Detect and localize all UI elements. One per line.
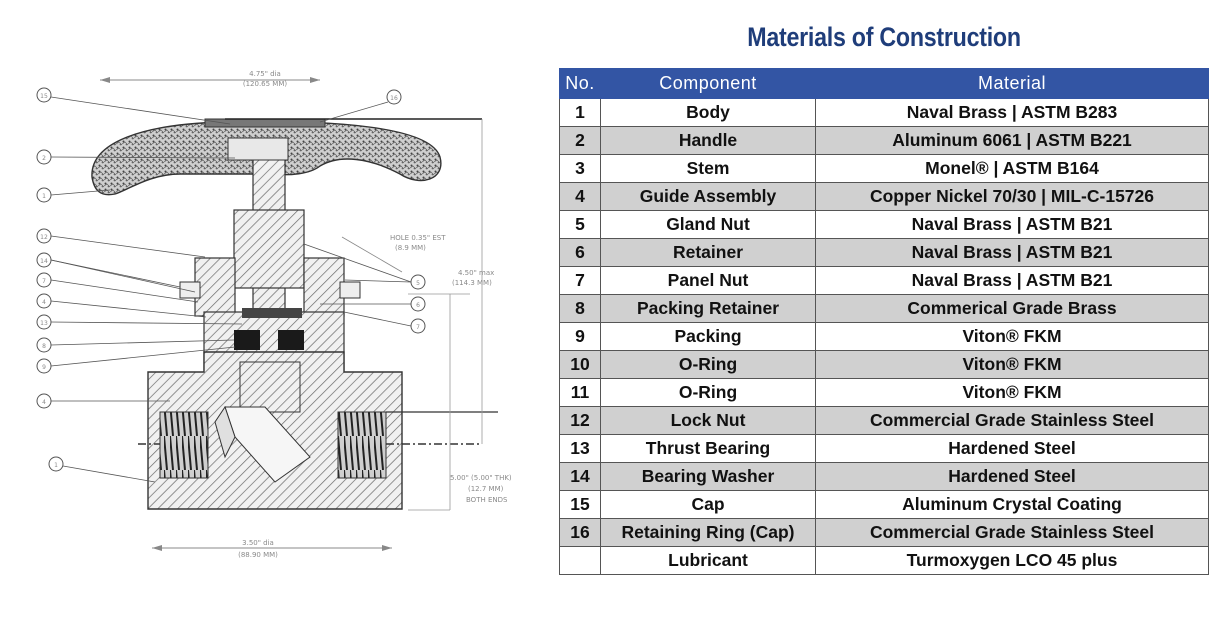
- cell-no: 3: [560, 155, 601, 183]
- cell-component: Cap: [601, 491, 816, 519]
- cell-no: 5: [560, 211, 601, 239]
- svg-text:1: 1: [54, 462, 58, 469]
- cell-component: Body: [601, 99, 816, 127]
- gland-nut-shape: [234, 210, 304, 288]
- cell-component: Bearing Washer: [601, 463, 816, 491]
- cell-component: Retainer: [601, 239, 816, 267]
- materials-table: [559, 68, 1209, 575]
- cell-material: Viton® FKM: [816, 379, 1209, 407]
- cell-component: Stem: [601, 155, 816, 183]
- cell-material: Naval Brass | ASTM B283: [816, 99, 1209, 127]
- table-row: [560, 99, 1209, 127]
- svg-text:7: 7: [42, 278, 46, 285]
- cell-material: Viton® FKM: [816, 351, 1209, 379]
- packing-shape: [234, 330, 260, 350]
- svg-text:4: 4: [42, 299, 46, 306]
- table-row: [560, 491, 1209, 519]
- cell-no: 6: [560, 239, 601, 267]
- cell-material: Naval Brass | ASTM B21: [816, 239, 1209, 267]
- callout-right: [320, 90, 401, 122]
- dim-mid-line2: (114.3 MM): [452, 279, 492, 287]
- valve-cross-section-diagram: [20, 62, 540, 582]
- table-row: [560, 183, 1209, 211]
- cell-material: Aluminum 6061 | ASTM B221: [816, 127, 1209, 155]
- table-row: [560, 435, 1209, 463]
- cell-component: Thrust Bearing: [601, 435, 816, 463]
- cell-no: [560, 547, 601, 575]
- table-row: [560, 267, 1209, 295]
- cell-material: Commercial Grade Stainless Steel: [816, 407, 1209, 435]
- dim-top-line1: 4.75" dia: [249, 70, 281, 78]
- svg-text:8: 8: [42, 343, 46, 350]
- cell-material: Hardened Steel: [816, 463, 1209, 491]
- table-row: [560, 519, 1209, 547]
- table-header-row: [560, 69, 1209, 99]
- dim-mid-line1: 4.50" max: [458, 269, 495, 277]
- cell-material: Commerical Grade Brass: [816, 295, 1209, 323]
- table-row: [560, 211, 1209, 239]
- dim-hole-line2: (8.9 MM): [395, 244, 426, 252]
- top-dimension: [100, 70, 320, 88]
- cell-component: Guide Assembly: [601, 183, 816, 211]
- dim-low-line1: 5.00" (5.00" THK): [450, 474, 512, 482]
- bottom-dimension: [152, 539, 392, 559]
- header-material: Material: [816, 69, 1209, 99]
- dim-low-line3: BOTH ENDS: [466, 496, 508, 504]
- cell-component: O-Ring: [601, 379, 816, 407]
- svg-text:16: 16: [390, 95, 398, 102]
- port-threads-left: [160, 412, 208, 478]
- table-row: [560, 463, 1209, 491]
- cell-component: O-Ring: [601, 351, 816, 379]
- svg-text:5: 5: [416, 280, 420, 287]
- cell-material: Monel® | ASTM B164: [816, 155, 1209, 183]
- svg-text:4: 4: [42, 399, 46, 406]
- table-row: [560, 379, 1209, 407]
- callout-left: [37, 229, 205, 257]
- cell-no: 1: [560, 99, 601, 127]
- cell-no: 13: [560, 435, 601, 463]
- svg-text:7: 7: [416, 324, 420, 331]
- cell-no: 12: [560, 407, 601, 435]
- cell-no: 8: [560, 295, 601, 323]
- cell-material: Commercial Grade Stainless Steel: [816, 519, 1209, 547]
- table-row: [560, 407, 1209, 435]
- cell-material: Turmoxygen LCO 45 plus: [816, 547, 1209, 575]
- cell-component: Handle: [601, 127, 816, 155]
- svg-text:1: 1: [42, 193, 46, 200]
- cell-no: 4: [560, 183, 601, 211]
- svg-text:13: 13: [40, 320, 48, 327]
- cell-material: Aluminum Crystal Coating: [816, 491, 1209, 519]
- table-row: [560, 155, 1209, 183]
- cell-no: 14: [560, 463, 601, 491]
- table-row: [560, 127, 1209, 155]
- cell-material: Naval Brass | ASTM B21: [816, 211, 1209, 239]
- dim-bottom-line1: 3.50" dia: [242, 539, 274, 547]
- table-row: [560, 351, 1209, 379]
- cell-material: Naval Brass | ASTM B21: [816, 267, 1209, 295]
- cell-component: Gland Nut: [601, 211, 816, 239]
- cell-component: Retaining Ring (Cap): [601, 519, 816, 547]
- svg-text:2: 2: [42, 155, 46, 162]
- callout-left: [37, 253, 195, 292]
- table-title: Materials of Construction: [747, 22, 1021, 52]
- cell-no: 10: [560, 351, 601, 379]
- header-no: No.: [560, 69, 601, 99]
- cell-component: Packing Retainer: [601, 295, 816, 323]
- callout-left: [49, 457, 155, 482]
- callout-right: [344, 312, 425, 333]
- cell-no: 11: [560, 379, 601, 407]
- cell-no: 9: [560, 323, 601, 351]
- svg-text:12: 12: [40, 234, 48, 241]
- dim-top-line2: (120.65 MM): [242, 80, 288, 88]
- table-row: [560, 295, 1209, 323]
- port-threads-right: [338, 412, 386, 478]
- table-body: [560, 99, 1209, 575]
- cell-no: 2: [560, 127, 601, 155]
- dim-hole-line1: HOLE 0.35" EST: [390, 234, 446, 242]
- svg-text:14: 14: [40, 258, 48, 265]
- svg-text:6: 6: [416, 302, 420, 309]
- cell-material: Viton® FKM: [816, 323, 1209, 351]
- cell-component: Panel Nut: [601, 267, 816, 295]
- callout-left: [37, 88, 230, 124]
- cell-component: Lubricant: [601, 547, 816, 575]
- table-row: [560, 239, 1209, 267]
- cell-material: Copper Nickel 70/30 | MIL-C-15726: [816, 183, 1209, 211]
- dim-bottom-line2: (88.90 MM): [238, 551, 278, 559]
- cell-material: Hardened Steel: [816, 435, 1209, 463]
- cell-no: 7: [560, 267, 601, 295]
- header-component: Component: [601, 69, 816, 99]
- svg-text:9: 9: [42, 364, 46, 371]
- cell-no: 16: [560, 519, 601, 547]
- cell-component: Lock Nut: [601, 407, 816, 435]
- cell-component: Packing: [601, 323, 816, 351]
- table-row: [560, 547, 1209, 575]
- dim-low-line2: (12.7 MM): [468, 485, 504, 493]
- svg-text:15: 15: [40, 93, 48, 100]
- cell-no: 15: [560, 491, 601, 519]
- table-row: [560, 323, 1209, 351]
